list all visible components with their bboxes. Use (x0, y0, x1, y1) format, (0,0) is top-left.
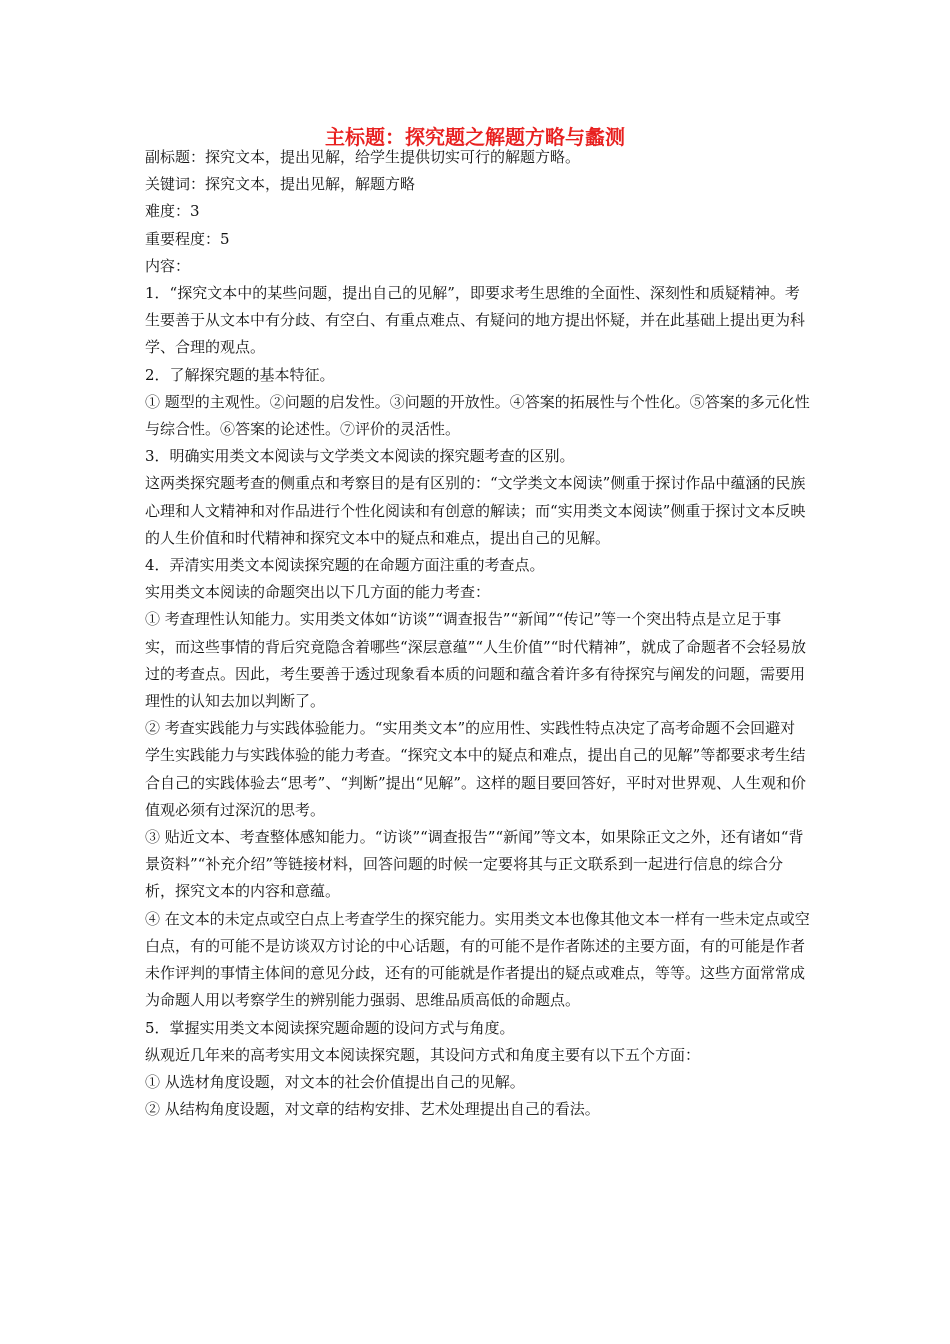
content-label: 内容： (145, 256, 191, 275)
paragraph: ② 考查实践能力与实践体验能力。“实用类文本”的应用性、实践性特点决定了高考命题不会回避对学生实践能力与实践体验的能力考查。“探究文本中的疑点和难点，提出自己的见解”等都要求考生结合自己的实践体验去“思考”、“判断”提出“见解”。这样的题目要回答好，平时对世界观、人生观和价值观必须有过深沉的思考。 (145, 719, 807, 819)
paragraph: ③ 贴近文本、考查整体感知能力。“访谈”“调查报告”“新闻”等文本，如果除正文之外，还有诸如“背景资料”“补充介绍”等链接材料，回答问题的时候一定要将其与正文联系到一起进行信息的综合分析，探究文本的内容和意蕴。 (145, 828, 804, 901)
paragraph: 1．“探究文本中的某些问题，提出自己的见解”，即要求考生思维的全面性、深刻性和质疑精神。考生要善于从文本中有分歧、有空白、有重点难点、有疑问的地方提出怀疑，并在此基础上提出更为科学、合理的观点。 (145, 284, 806, 357)
difficulty-line: 难度：3 (145, 202, 200, 221)
paragraph: 纵观近几年来的高考实用文本阅读探究题，其设问方式和角度主要有以下五个方面： (145, 1045, 701, 1064)
paragraph: 这两类探究题考查的侧重点和考察目的是有区别的：“文学类文本阅读”侧重于探讨作品中蕴涵的民族心理和人文精神和对作品进行个性化阅读和有创意的解读；而“实用类文本阅读”侧重于探讨文本反映的人生价值和时代精神和探究文本中的疑点和难点，提出自己的见解。 (145, 474, 806, 547)
paragraph: 实用类文本阅读的命题突出以下几方面的能力考查： (145, 583, 491, 602)
section-heading: 4．弄清实用类文本阅读探究题的在命题方面注重的考查点。 (145, 556, 545, 575)
main-title: 主标题：探究题之解题方略与蠡测 (325, 125, 625, 149)
importance-line: 重要程度：5 (145, 229, 230, 248)
subtitle-line: 副标题：探究文本，提出见解，给学生提供切实可行的解题方略。 (145, 148, 581, 166)
keywords-line: 关键词：探究文本，提出见解，解题方略 (145, 175, 416, 194)
paragraph: ④ 在文本的未定点或空白点上考查学生的探究能力。实用类文本也像其他文本一样有一些未定点或空白点，有的可能不是访谈双方讨论的中心话题，有的可能不是作者陈述的主要方面，有的可能是作者未作评判的事情主体间的意见分歧，还有的可能就是作者提出的疑点或难点，等等。这些方面常常成为命题人用以考察学生的辨别能力强弱、思维品质高低的命题点。 (145, 909, 810, 1010)
paragraph: ① 考查理性认知能力。实用类文体如“访谈”“调查报告”“新闻”“传记”等一个突出特点是立足于事实，而这些事情的背后究竟隐含着哪些“深层意蕴”“人生价值”“时代精神”，就成了命题者不会轻易放过的考查点。因此，考生要善于透过现象看本质的问题和蕴含着许多有待探究与阐发的问题，需要用理性的认知去加以判断了。 (145, 610, 807, 711)
section-heading: 5．掌握实用类文本阅读探究题命题的设问方式与角度。 (145, 1018, 515, 1037)
paragraph: ① 题型的主观性。②问题的启发性。③问题的开放性。④答案的拓展性与个性化。⑤答案的多元化性与综合性。⑥答案的论述性。⑦评价的灵活性。 (145, 392, 810, 439)
section-heading: 2．了解探究题的基本特征。 (145, 365, 335, 384)
paragraph: ① 从选材角度设题，对文本的社会价值提出自己的见解。 (145, 1072, 525, 1091)
document-body (145, 144, 810, 1123)
paragraph: ② 从结构角度设题，对文章的结构安排、艺术处理提出自己的看法。 (145, 1100, 600, 1119)
section-heading: 3．明确实用类文本阅读与文学类文本阅读的探究题考查的区别。 (145, 447, 575, 466)
